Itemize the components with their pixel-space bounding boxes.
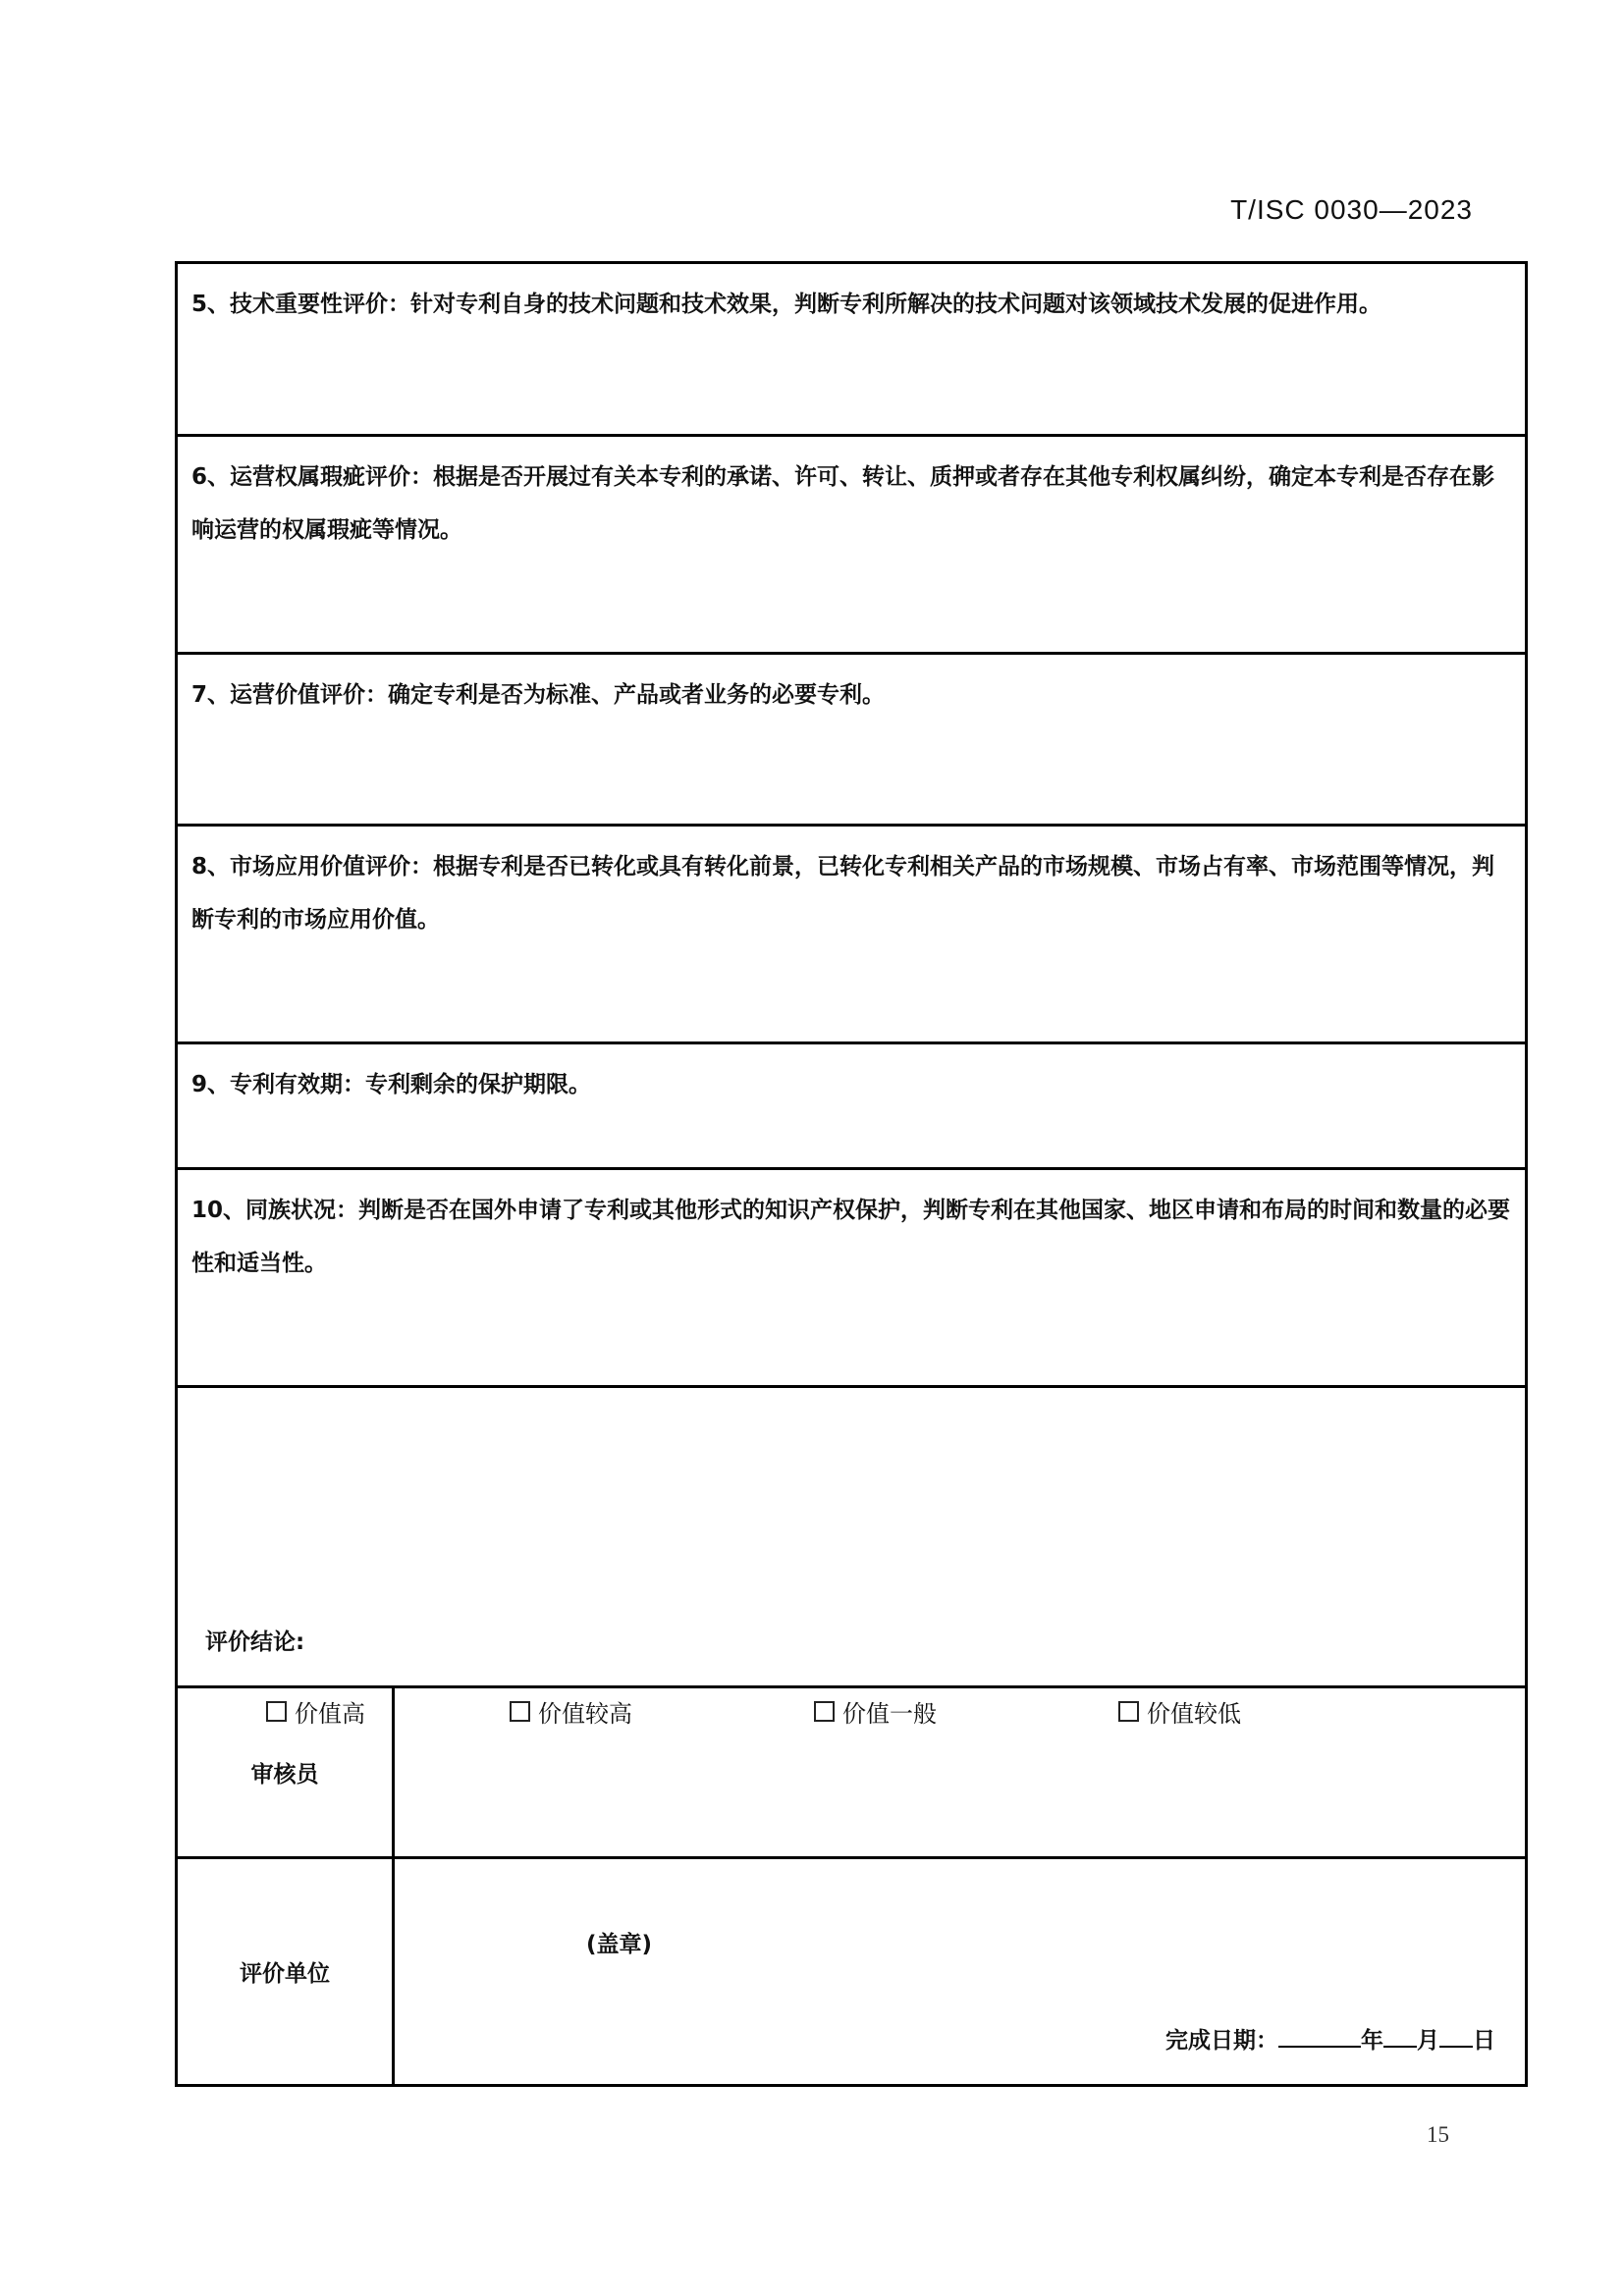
item-number: 9、 <box>191 1072 231 1097</box>
seal-text: (盖章) <box>586 1932 653 1957</box>
evaluation-form-table <box>175 261 1528 2087</box>
month-blank[interactable] <box>1383 2026 1417 2048</box>
document-code: T/ISC 0030—2023 <box>1230 194 1473 225</box>
item-text <box>191 451 1511 557</box>
option-label: 价值较低 <box>1147 1700 1241 1728</box>
item-number: 6、 <box>191 464 231 490</box>
day-text: 日 <box>1473 2028 1495 2054</box>
item-text <box>191 840 1511 946</box>
option-label: 价值一般 <box>842 1700 937 1728</box>
item-row-7 <box>178 655 1525 827</box>
item-title: 同族状况： <box>245 1198 359 1223</box>
item-title: 技术重要性评价： <box>230 292 411 317</box>
year-text: 年 <box>1361 2028 1383 2054</box>
evaluation-unit-label: 评价单位 <box>178 1859 395 2084</box>
item-text <box>191 1058 1511 1111</box>
item-row-5 <box>178 264 1525 437</box>
item-title: 运营价值评价： <box>230 682 389 708</box>
reviewer-row <box>178 1688 1525 1859</box>
year-blank[interactable] <box>1278 2026 1361 2048</box>
item-title: 市场应用价值评价： <box>230 854 434 880</box>
item-number: 7、 <box>191 682 231 708</box>
item-description: 判断是否在国外申请了专利或其他形式的知识产权保护，判断专利在其他国家、地区申请和布局的时间和数量的必要性和适当性。 <box>191 1198 1511 1276</box>
conclusion-row <box>178 1388 1525 1728</box>
reviewer-field[interactable] <box>395 1688 1525 1856</box>
item-number: 5、 <box>191 292 231 317</box>
item-description: 根据是否开展过有关本专利的承诺、许可、转让、质押或者存在其他专利权属纠纷，确定本专利是否存在影响运营的权属瑕疵等情况。 <box>191 464 1495 543</box>
conclusion-label: 评价结论: <box>205 1629 305 1655</box>
day-blank[interactable] <box>1439 2026 1473 2048</box>
item-number: 8、 <box>191 854 231 880</box>
item-title: 专利有效期： <box>230 1072 366 1097</box>
item-description: 专利剩余的保护期限。 <box>365 1072 592 1097</box>
item-row-8 <box>178 827 1525 1044</box>
item-number: 10、 <box>191 1198 246 1223</box>
option-label: 价值高 <box>295 1700 365 1728</box>
item-row-6 <box>178 437 1525 655</box>
month-text: 月 <box>1417 2028 1439 2054</box>
item-text <box>191 668 1511 721</box>
item-text <box>191 278 1511 331</box>
item-row-10 <box>178 1170 1525 1388</box>
page-number: 15 <box>1427 2122 1449 2147</box>
completion-date <box>1165 2022 1495 2055</box>
item-description: 针对专利自身的技术问题和技术效果，判断专利所解决的技术问题对该领域技术发展的促进作用。 <box>410 292 1382 317</box>
item-title: 运营权属瑕疵评价： <box>230 464 434 490</box>
reviewer-label: 审核员 <box>178 1688 395 1856</box>
option-label: 价值较高 <box>538 1700 632 1728</box>
item-text <box>191 1184 1511 1290</box>
item-row-9 <box>178 1044 1525 1170</box>
item-description: 确定专利是否为标准、产品或者业务的必要专利。 <box>388 682 886 708</box>
item-description: 根据专利是否已转化或具有转化前景，已转化专利相关产品的市场规模、市场占有率、市场范围等情况，判断专利的市场应用价值。 <box>191 854 1495 933</box>
evaluation-unit-row <box>178 1859 1525 2084</box>
date-label: 完成日期： <box>1165 2028 1278 2054</box>
